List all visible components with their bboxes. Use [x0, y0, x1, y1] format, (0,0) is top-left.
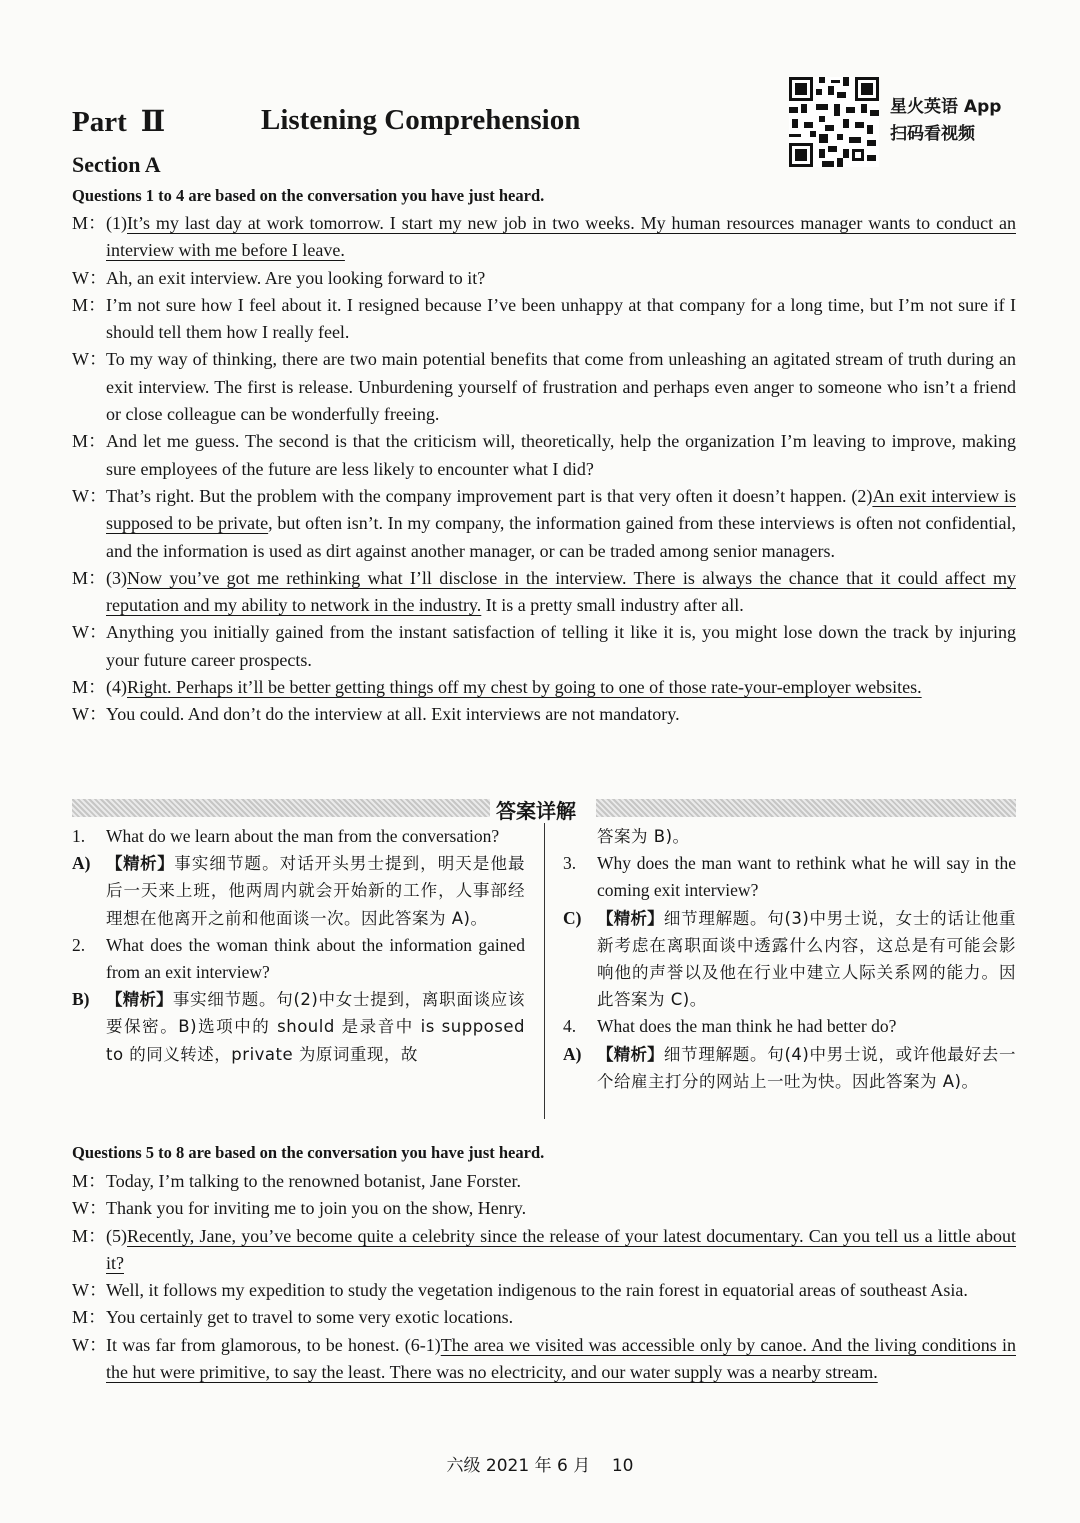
turn-text [106, 483, 1016, 565]
speaker-label: W： [72, 267, 107, 288]
answer-option: B) [72, 989, 90, 1010]
key-sentence: An exit interview is supposed to be private [106, 485, 1016, 534]
turn-text [106, 1223, 1016, 1278]
speaker-label: W： [72, 704, 107, 725]
sentence-marker: (6-1) [404, 1334, 441, 1355]
dialog-turn [72, 292, 1016, 347]
explanation-text: 事实细节题。对话开头男士提到，明天是他最后一天来上班，他两周内就会开始新的工作，人事部经理想在他离开之前和他面谈一次。因此答案为 A)。 [106, 854, 526, 928]
lead-text: That’s right. But the problem with the company improvement part is that very often it doesn’t happen. [106, 485, 852, 506]
dialog-turn [72, 619, 1016, 674]
speaker-label: M： [72, 431, 107, 452]
dialog-turn [72, 428, 1016, 483]
dialog-turn [72, 1195, 1016, 1222]
conversation-2-heading: Questions 5 to 8 are based on the conversation you have just heard. [72, 1143, 545, 1162]
conversation-1-heading: Questions 1 to 4 are based on the conversation you have just heard. [72, 186, 545, 205]
question-item [72, 823, 525, 850]
answer-item [72, 986, 525, 1068]
column-divider [544, 823, 545, 1119]
dialog-turn [72, 1223, 1016, 1278]
question-item [72, 932, 525, 986]
speaker-label: W： [72, 1334, 107, 1355]
answer-bar-label: 答案详解 [496, 799, 576, 823]
speaker-label: M： [72, 1307, 107, 1328]
bar-pattern-right [596, 799, 1016, 817]
question-text: Why does the man want to rethink what he will say in the coming exit interview? [597, 853, 1016, 901]
app-promo [890, 94, 1001, 148]
explanation-text: 事实细节题。句(2)中女士提到，离职面谈应该要保密。B)选项中的 should 是录音中 is supposed to 的同义转述，private 为原词重现，故 [106, 990, 526, 1064]
answer-explanation [597, 905, 1016, 1014]
turn-text [106, 674, 1016, 701]
question-number: 2. [72, 934, 86, 955]
app-name: 星火英语 App [890, 97, 1002, 117]
speaker-label: W： [72, 622, 107, 643]
turn-text: Ah, an exit interview. Are you looking forward to it? [106, 267, 486, 288]
answer-item [563, 823, 1016, 850]
turn-text: Well, it follows my expedition to study the vegetation indigenous to the rain forest in equatorial areas of southeast Asia. [106, 1280, 968, 1301]
turn-text: You could. And don’t do the interview at all. Exit interviews are not mandatory. [106, 704, 680, 725]
bar-pattern-left [72, 799, 490, 817]
question-text: What do we learn about the man from the conversation? [106, 826, 500, 846]
key-sentence: It’s my last day at work tomorrow. I start my new job in two weeks. My human resources manager wants to conduct an interview with me before I leave. [106, 213, 1016, 261]
sentence-marker: (1) [106, 213, 127, 233]
analysis-tag: 【精析】 [597, 1044, 664, 1064]
speaker-label: W： [72, 485, 107, 506]
dialog-turn [72, 1168, 1016, 1195]
sentence-marker: (5) [106, 1225, 127, 1246]
question-text: What does the woman think about the information gained from an exit interview? [106, 934, 525, 983]
speaker-label: W： [72, 349, 107, 370]
qr-code-icon[interactable] [789, 76, 879, 168]
key-sentence: The area we visited was accessible only by canoe. And the living conditions in the hut were primitive, to say the least. There was no electricity, and our water supply was a nearby stream. [106, 1334, 1016, 1383]
turn-text [106, 210, 1016, 265]
turn-text: You certainly get to travel to some very exotic locations. [106, 1307, 514, 1328]
answer-explanation-bar [72, 796, 1016, 823]
answer-columns [72, 823, 1016, 1123]
rest-text: , but often isn’t. In my company, the information gained from these interviews is often not confidential, and the information is used as dirt against another manager, or can be traded among senior managers. [106, 513, 1017, 561]
answer-option: C) [563, 907, 582, 928]
speaker-label: W： [72, 1198, 107, 1219]
conversation-2 [72, 1168, 1016, 1386]
speaker-label: M： [72, 294, 107, 315]
dialog-turn [72, 674, 1016, 701]
lead-text: It was far from glamorous, to be honest. [106, 1334, 405, 1355]
dialog-turn [72, 701, 1016, 728]
question-item [563, 850, 1016, 904]
answer-option: A) [72, 853, 91, 874]
answer-item [563, 905, 1016, 1014]
dialog-turn [72, 483, 1016, 565]
page-number: 10 [611, 1456, 634, 1476]
sentence-marker: (4) [106, 677, 127, 698]
app-scan-hint: 扫码看视频 [890, 124, 975, 144]
sentence-marker: (3) [106, 567, 127, 588]
dialog-turn [72, 565, 1016, 620]
explanation-text: 答案为 B)。 [597, 827, 690, 846]
question-number: 4. [563, 1016, 577, 1037]
exam-label: 六级 2021 年 6 月 [446, 1456, 591, 1476]
question-text: What does the man think he had better do? [597, 1016, 897, 1037]
speaker-label: M： [72, 1171, 107, 1191]
turn-text: Anything you initially gained from the instant satisfaction of telling it like it is, you might lose down the track by injuring your future career prospects. [106, 622, 1016, 670]
speaker-label: W： [72, 1280, 107, 1301]
answer-explanation [597, 1041, 1016, 1095]
dialog-turn [72, 1304, 1016, 1331]
section-title: Section A [72, 152, 161, 177]
part-number: Ⅱ [140, 106, 166, 138]
dialog-turn [72, 1277, 1016, 1304]
turn-text: Thank you for inviting me to join you on the show, Henry. [106, 1198, 527, 1219]
question-item [563, 1013, 1016, 1040]
turn-text: I’m not sure how I feel about it. I resigned because I’ve been unhappy at that company for a long time, but I’m not sure if I should tell them how I really feel. [106, 294, 1016, 343]
speaker-label: M： [72, 1225, 107, 1246]
turn-text: And let me guess. The second is that the criticism will, theoretically, help the organization I’m leaving to improve, making sure employees of the future are less likely to encounter what I did? [106, 431, 1016, 479]
answer-item [72, 850, 525, 932]
sentence-marker: (2) [851, 485, 873, 506]
answer-explanation [106, 986, 525, 1068]
dialog-turn [72, 210, 1016, 265]
answer-column-left [72, 823, 525, 1068]
answer-option [563, 823, 597, 850]
explanation-text: 细节理解题。句(3)中男士说，女士的话让他重新考虑在离职面谈中透露什么内容，这总是有可能会影响他的声誉以及他在行业中建立人际关系网的能力。因此答案为 C)。 [597, 908, 1017, 1010]
answer-item [563, 1041, 1016, 1095]
explanation-text: 细节理解题。句(4)中男士说，或许他最好去一个给雇主打分的网站上一吐为快。因此答案为 A)。 [597, 1044, 1017, 1091]
part-title: Listening Comprehension [261, 104, 581, 136]
speaker-label: M： [72, 677, 107, 698]
turn-text [106, 1332, 1016, 1387]
page-footer [0, 1451, 1080, 1476]
answer-option: A) [563, 1043, 582, 1064]
speaker-label: M： [72, 213, 107, 233]
dialog-turn [72, 265, 1016, 292]
analysis-tag: 【精析】 [597, 908, 664, 928]
analysis-tag: 【精析】 [106, 990, 173, 1010]
key-sentence: Recently, Jane, you’ve become quite a celebrity since the release of your latest documentary. Can you tell us a little about it? [106, 1225, 1016, 1273]
question-number: 1. [72, 826, 86, 846]
part-label: Part [72, 106, 127, 138]
turn-text: Today, I’m talking to the renowned botanist, Jane Forster. [106, 1171, 521, 1191]
speaker-label: M： [72, 567, 107, 588]
conversation-1 [72, 210, 1016, 729]
analysis-tag: 【精析】 [106, 854, 175, 874]
answer-column-right [563, 823, 1016, 1095]
key-sentence: Right. Perhaps it’ll be better getting things off my chest by going to one of those rate-your-employer websites. [127, 677, 922, 698]
rest-text: It is a pretty small industry after all. [481, 595, 744, 616]
dialog-turn [72, 346, 1016, 428]
turn-text: To my way of thinking, there are two main potential benefits that come from unleashing an agitated stream of truth during an exit interview. The first is release. Unburdening yourself of frustration and perhaps even anger to someone who isn’t a friend or close colleague can be wonderfully freeing. [106, 349, 1016, 425]
question-number: 3. [563, 853, 577, 874]
dialog-turn [72, 1332, 1016, 1387]
part-heading [72, 104, 165, 139]
answer-explanation [106, 850, 525, 932]
turn-text [106, 565, 1016, 620]
key-sentence: Now you’ve got me rethinking what I’ll disclose in the interview. There is always the chance that it could affect my reputation and my ability to network in the industry. [106, 567, 1016, 616]
